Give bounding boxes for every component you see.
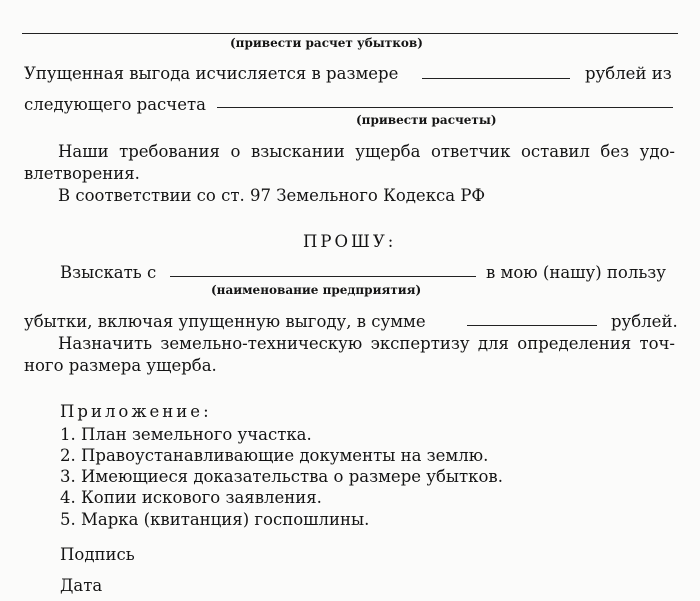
appendix-heading: Приложение:	[60, 402, 212, 421]
signature-label: Подпись	[60, 545, 135, 564]
appendix-item: 4. Копии искового заявления.	[60, 488, 322, 507]
appendix-item: 5. Марка (квитанция) госпошлины.	[60, 510, 370, 529]
lost-profit-unit: рублей из	[585, 64, 672, 83]
appendix-item: 1. План земельного участка.	[60, 425, 312, 444]
calculation-label: следующего расчета	[24, 95, 206, 114]
expertise-line1: Назначить земельно-техническую экспертизу для определения точ-	[58, 334, 675, 353]
lost-profit-text: Упущенная выгода исчисляется в размере	[24, 64, 399, 83]
damages-amount-blank[interactable]	[467, 325, 597, 326]
law-reference: В соответствии со ст. 97 Земельного Кодекса РФ	[58, 186, 486, 205]
claims-paragraph-line2: влетворения.	[24, 164, 140, 183]
losses-calculation-blank[interactable]	[22, 33, 678, 34]
request-heading: ПРОШУ:	[303, 232, 397, 251]
date-label: Дата	[60, 576, 103, 595]
damages-unit: рублей.	[611, 312, 678, 331]
claims-paragraph-line1: Наши требования о взыскании ущерба ответчик оставил без удо-	[58, 142, 675, 161]
appendix-item: 3. Имеющиеся доказательства о размере убытков.	[60, 467, 503, 486]
losses-calculation-caption: (привести расчет убытков)	[230, 36, 423, 50]
recover-suffix: в мою (нашу) пользу	[486, 263, 667, 282]
damages-text: убытки, включая упущенную выгоду, в сумме	[24, 312, 426, 331]
defendant-name-caption: (наименование предприятия)	[211, 283, 422, 297]
lost-profit-amount-blank[interactable]	[422, 78, 570, 79]
defendant-name-blank[interactable]	[170, 276, 476, 277]
calculation-blank[interactable]	[217, 107, 673, 108]
calculation-caption: (привести расчеты)	[356, 113, 497, 127]
expertise-line2: ного размера ущерба.	[24, 356, 217, 375]
recover-prefix: Взыскать с	[60, 263, 157, 282]
appendix-item: 2. Правоустанавливающие документы на землю.	[60, 446, 489, 465]
